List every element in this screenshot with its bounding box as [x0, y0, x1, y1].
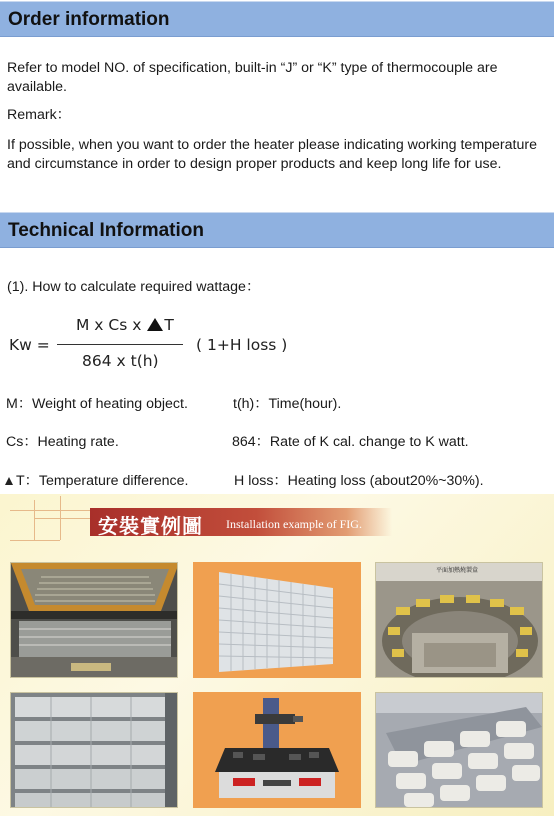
delta-icon: [147, 318, 163, 331]
order-information-title: Order information: [8, 9, 170, 30]
formula-loss-factor: ( 1+H loss ): [196, 336, 288, 354]
deco-line: [60, 496, 61, 518]
formula-numerator-suffix: T: [164, 316, 174, 334]
fraction-bar: [57, 344, 183, 345]
definition-delta-t-text: T：Temperature difference.: [16, 473, 189, 489]
order-remark-label: Remark：: [7, 107, 71, 123]
formula-denominator: 864 x t(h): [82, 352, 159, 370]
deco-line: [10, 510, 90, 511]
formula-numerator-prefix: M x Cs x: [76, 316, 142, 334]
delta-small-icon: [5, 477, 13, 485]
definition-864: 864：Rate of K cal. change to K watt.: [232, 434, 469, 450]
photo-equipment: [193, 692, 361, 808]
installation-title-cn: 安裝實例圖: [98, 514, 203, 538]
definition-m: M：Weight of heating object.: [6, 396, 188, 412]
photo-mold-tray: [10, 562, 178, 678]
deco-line: [34, 518, 94, 519]
wattage-formula: [0, 312, 554, 382]
definition-delta-t: [5, 470, 188, 490]
order-information-header: [0, 1, 554, 37]
deco-line: [34, 500, 35, 540]
formula-numerator: [76, 316, 174, 334]
technical-information-header: [0, 212, 554, 248]
photo-ceramic-rack: [375, 692, 543, 808]
definition-h-loss: H loss：Heating loss (about20%~30%).: [234, 473, 484, 489]
order-paragraph-thermocouple: Refer to model NO. of specification, built-in “J” or “K” type of thermocouple are available.: [7, 60, 498, 95]
technical-information-title: Technical Information: [8, 220, 205, 241]
installation-title-en: Installation example of FIG.: [226, 517, 362, 531]
photo-ceramic-rack-image: [376, 693, 543, 808]
photo-ceramic-panel-image: [193, 562, 361, 678]
deco-line: [60, 518, 61, 540]
installation-gallery: [0, 494, 554, 816]
installation-banner: [90, 508, 392, 536]
photo-stacked-panels-image: [11, 693, 178, 808]
order-paragraph-indicate: If possible, when you want to order the heater please indicating working temperature and circumstance in order to design proper products and keep long life for use.: [7, 137, 537, 172]
photo-round-heater: [375, 562, 543, 678]
definition-th: t(h)：Time(hour).: [233, 396, 342, 412]
photo-mold-tray-image: [11, 563, 178, 678]
photo-stacked-panels: [10, 692, 178, 808]
photo-equipment-image: [193, 692, 361, 808]
photo-round-heater-image: [376, 563, 543, 678]
formula-lhs: Kw =: [9, 336, 50, 354]
definition-cs: Cs：Heating rate.: [6, 434, 119, 450]
deco-line: [10, 540, 60, 541]
photo-round-heater-caption: 平面加熱燒製盒: [436, 567, 479, 574]
photo-ceramic-panel: [193, 562, 361, 678]
wattage-step-heading: (1). How to calculate required wattage：: [7, 279, 261, 295]
